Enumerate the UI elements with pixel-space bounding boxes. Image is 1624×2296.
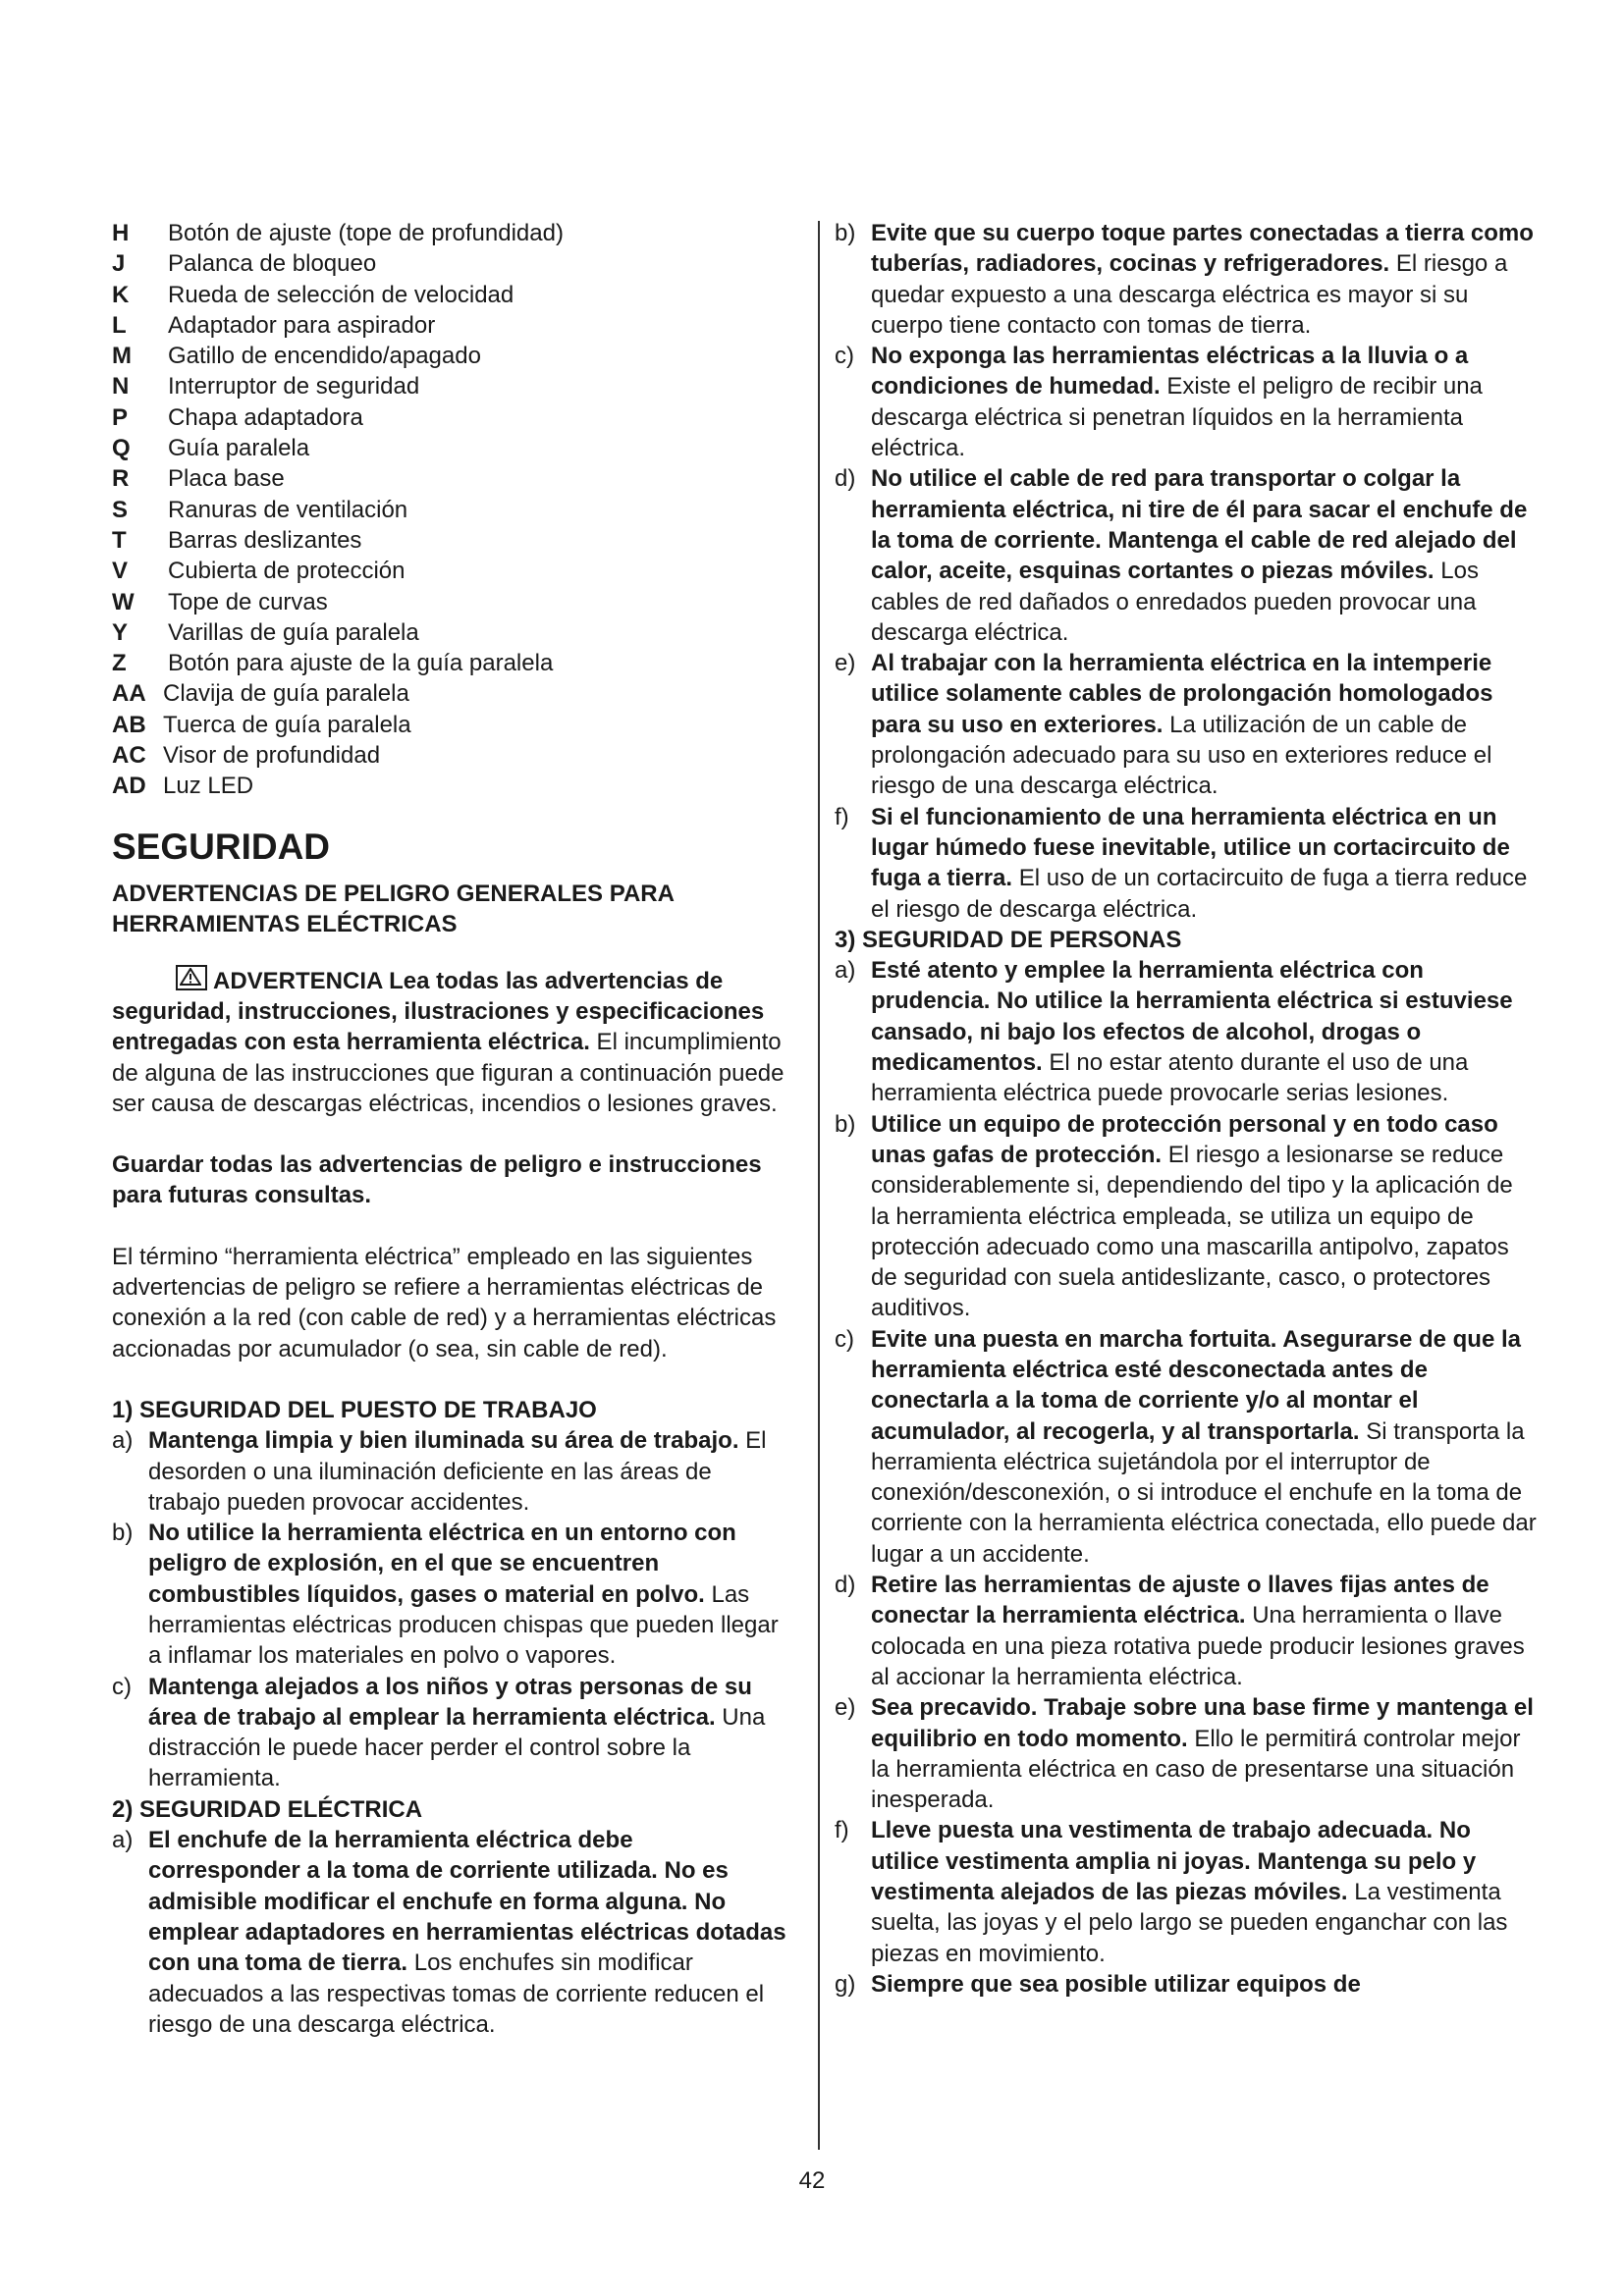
item-bold-text: Evite una puesta en marcha fortuita. Asegurarse de que la herramienta eléctrica esté desconectada antes de conectarla a la toma de corriente y/o al montar el acumulador, al recogerla, y al transportarla. <box>871 1325 1521 1445</box>
item-label: b) <box>112 1520 134 1547</box>
section-subheading: ADVERTENCIAS DE PELIGRO GENERALES PARA HERRAMIENTAS ELÉCTRICAS <box>112 880 675 937</box>
parts-description: Varillas de guía paralela <box>168 618 419 646</box>
parts-list-item <box>112 740 789 771</box>
parts-list-item <box>112 587 789 617</box>
item-text <box>871 341 1537 463</box>
page-number: 42 <box>798 2167 826 2194</box>
parts-list-item <box>112 617 789 648</box>
parts-list-item <box>112 710 789 740</box>
warning-text: El incumplimiento de alguna de las instrucciones que figuran a continuación puede ser causa de descargas eléctricas, incendios o lesiones graves. <box>112 1029 785 1117</box>
item-label: b) <box>835 220 856 246</box>
item-bold-text: Lleve puesta una vestimenta de trabajo adecuada. No utilice vestimenta amplia ni joyas. Mantenga su pelo y vestimenta alejados de las piezas móviles. <box>871 1817 1477 1906</box>
item-text <box>148 1672 789 1794</box>
section-3-title: 3) SEGURIDAD DE PERSONAS <box>835 926 1182 953</box>
warning-bold-text: ADVERTENCIA Lea todas las advertencias de seguridad, instrucciones, ilustraciones y especificaciones entregadas con esta herramienta eléctrica. <box>112 967 765 1056</box>
item-normal-text: Una herramienta o llave colocada en una pieza rotativa puede producir lesiones graves al accionar la herramienta eléctrica. <box>871 1602 1525 1690</box>
item-text <box>871 1692 1537 1815</box>
parts-description: Placa base <box>168 465 285 493</box>
parts-letter: S <box>112 496 129 523</box>
safety-item <box>835 1324 1537 1570</box>
parts-list-item <box>112 341 789 371</box>
item-normal-text: Existe el peligro de recibir una descarga eléctrica si penetran líquidos en la herramienta eléctrica. <box>871 373 1483 462</box>
warning-paragraph <box>112 965 789 1119</box>
parts-letter: AD <box>112 773 146 800</box>
item-text <box>871 1324 1537 1570</box>
safety-item <box>112 1672 789 1794</box>
parts-description: Botón de ajuste (tope de profundidad) <box>168 220 564 246</box>
parts-list-item <box>112 648 789 678</box>
item-normal-text: Ello le permitirá controlar mejor la herramienta eléctrica en caso de presentarse una situación inesperada. <box>871 1725 1521 1814</box>
safety-item <box>835 218 1537 341</box>
parts-letter: Q <box>112 435 131 462</box>
parts-list <box>112 218 789 802</box>
parts-letter: W <box>112 588 135 615</box>
safety-item <box>835 1969 1537 2000</box>
item-normal-text: El riesgo a lesionarse se reduce considerablemente si, dependiendo del tipo y la aplicación de la herramienta eléctrica empleada, se utiliza un equipo de protección adecuado como una mascarilla antipolvo, zapatos de seguridad con suela antideslizante, casco, o protectores auditivos. <box>871 1141 1513 1322</box>
parts-description: Botón para ajuste de la guía paralela <box>168 650 554 677</box>
section-heading: SEGURIDAD <box>112 826 331 867</box>
item-label: d) <box>835 1572 856 1599</box>
safety-item <box>835 1692 1537 1815</box>
parts-description: Rueda de selección de velocidad <box>168 281 514 308</box>
item-text <box>871 218 1537 341</box>
section-2-items-left <box>112 1825 789 2040</box>
item-bold-text: Utilice un equipo de protección personal y en todo caso unas gafas de protección. <box>871 1110 1498 1168</box>
item-bold-text: Retire las herramientas de ajuste o llaves fijas antes de conectar la herramienta eléctrica. <box>871 1572 1489 1629</box>
safety-item <box>835 1570 1537 1692</box>
item-bold-text: Al trabajar con la herramienta eléctrica en la intemperie utilice solamente cables de prolongación homologados para su uso en exteriores. <box>871 650 1493 738</box>
parts-description: Adaptador para aspirador <box>168 311 436 339</box>
item-bold-text: No utilice el cable de red para transportar o colgar la herramienta eléctrica, ni tire de él para sacar el enchufe de la toma de corriente. Mantenga el cable de red alejado del calor, aceite, esquinas cortantes o piezas móviles. <box>871 465 1528 585</box>
parts-letter: R <box>112 465 130 493</box>
safety-item <box>112 1518 789 1671</box>
parts-list-item <box>112 402 789 433</box>
parts-description: Cubierta de protección <box>168 558 406 585</box>
parts-list-item <box>112 371 789 401</box>
item-normal-text: El no estar atento durante el uso de una herramienta eléctrica puede provocarle serias lesiones. <box>871 1049 1469 1107</box>
item-label: b) <box>835 1110 856 1138</box>
parts-description: Barras deslizantes <box>168 526 362 554</box>
item-bold-text: Evite que su cuerpo toque partes conectadas a tierra como tuberías, radiadores, cocinas y refrigeradores. <box>871 220 1534 278</box>
item-label: c) <box>835 1325 854 1353</box>
item-label: c) <box>835 343 854 370</box>
parts-letter: N <box>112 373 130 400</box>
parts-list-item <box>112 218 789 248</box>
parts-description: Tuerca de guía paralela <box>163 711 411 738</box>
item-text <box>871 1969 1537 2000</box>
parts-list-item <box>112 525 789 556</box>
item-normal-text: Una distracción le puede hacer perder el control sobre la herramienta. <box>148 1703 766 1792</box>
parts-letter: K <box>112 281 130 308</box>
parts-letter: H <box>112 220 130 246</box>
term-definition: El término “herramienta eléctrica” empleado en las siguientes advertencias de peligro se refiere a herramientas eléctricas de conexión a la red (con cable de red) y a herramientas eléctricas accionadas por acumulador (o sea, sin cable de red). <box>112 1243 777 1362</box>
item-bold-text: Siempre que sea posible utilizar equipos de <box>871 1970 1361 1998</box>
safety-item <box>112 1825 789 2040</box>
parts-description: Ranuras de ventilación <box>168 496 408 523</box>
item-text <box>871 1570 1537 1692</box>
item-label: g) <box>835 1970 856 1998</box>
section-1-title: 1) SEGURIDAD DEL PUESTO DE TRABAJO <box>112 1396 597 1423</box>
parts-letter: J <box>112 250 126 278</box>
safety-item <box>112 1425 789 1518</box>
safety-item <box>835 1815 1537 1968</box>
item-normal-text: El desorden o una iluminación deficiente en las áreas de trabajo pueden provocar accidentes. <box>148 1427 767 1516</box>
item-normal-text: Los cables de red dañados o enredados pueden provocar una descarga eléctrica. <box>871 558 1479 646</box>
parts-list-item <box>112 771 789 801</box>
item-text <box>871 1109 1537 1324</box>
parts-letter: Z <box>112 650 127 677</box>
parts-letter: L <box>112 311 127 339</box>
parts-letter: Y <box>112 618 129 646</box>
item-label: d) <box>835 465 856 493</box>
parts-letter: M <box>112 343 132 370</box>
item-label: c) <box>112 1673 132 1700</box>
item-text <box>871 463 1537 648</box>
save-instructions-note: Guardar todas las advertencias de peligro e instrucciones para futuras consultas. <box>112 1151 762 1209</box>
item-normal-text: La vestimenta suelta, las joyas y el pelo largo se pueden enganchar con las piezas en movimiento. <box>871 1879 1508 1967</box>
item-bold-text: Mantenga alejados a los niños y otras personas de su área de trabajo al emplear la herramienta eléctrica. <box>148 1673 752 1731</box>
parts-description: Chapa adaptadora <box>168 403 363 431</box>
item-label: e) <box>835 650 856 677</box>
item-bold-text: Esté atento y emplee la herramienta eléctrica con prudencia. No utilice la herramienta eléctrica si estuviese cansado, ni bajo los efectos de alcohol, drogas o medicamentos. <box>871 957 1513 1077</box>
parts-letter: AC <box>112 742 146 770</box>
warning-triangle-icon <box>176 965 207 990</box>
safety-item <box>835 341 1537 463</box>
safety-item <box>835 1109 1537 1324</box>
item-normal-text: El riesgo a quedar expuesto a una descarga eléctrica es mayor si su cuerpo tiene contacto con tomas de tierra. <box>871 250 1508 339</box>
section-2-title: 2) SEGURIDAD ELÉCTRICA <box>112 1795 423 1823</box>
section-3-items <box>835 955 1537 2000</box>
column-divider <box>818 221 820 2150</box>
item-text <box>871 802 1537 925</box>
item-text <box>871 1815 1537 1968</box>
parts-description: Gatillo de encendido/apagado <box>168 343 481 370</box>
parts-letter: V <box>112 558 129 585</box>
item-text <box>871 955 1537 1108</box>
item-bold-text: No exponga las herramientas eléctricas a la lluvia o a condiciones de humedad. <box>871 343 1469 400</box>
item-text <box>148 1825 789 2040</box>
item-label: f) <box>835 803 849 830</box>
safety-item <box>835 648 1537 801</box>
item-bold-text: El enchufe de la herramienta eléctrica debe corresponder a la toma de corriente utilizada. No es admisible modificar el enchufe en forma alguna. No emplear adaptadores en herramientas eléctricas dotadas con una toma de tierra. <box>148 1827 786 1977</box>
section-1-items <box>112 1425 789 1794</box>
parts-description: Luz LED <box>163 773 254 800</box>
parts-list-item <box>112 556 789 586</box>
safety-item <box>835 802 1537 925</box>
item-normal-text: Los enchufes sin modificar adecuados a las respectivas tomas de corriente reducen el riesgo de una descarga eléctrica. <box>148 1949 765 2038</box>
item-bold-text: No utilice la herramienta eléctrica en un entorno con peligro de explosión, en el que se encuentren combustibles líquidos, gases o material en polvo. <box>148 1520 736 1608</box>
parts-description: Interruptor de seguridad <box>168 373 420 400</box>
parts-description: Clavija de guía paralela <box>163 680 409 708</box>
item-label: a) <box>112 1827 134 1854</box>
parts-description: Tope de curvas <box>168 588 328 615</box>
item-label: a) <box>112 1427 134 1455</box>
item-normal-text: El uso de un cortacircuito de fuga a tierra reduce el riesgo de descarga eléctrica. <box>871 865 1528 923</box>
section-2-items-right <box>835 218 1537 925</box>
item-label: a) <box>835 957 856 985</box>
item-bold-text: Si el funcionamiento de una herramienta eléctrica en un lugar húmedo fuese inevitable, utilice un cortacircuito de fuga a tierra. <box>871 803 1510 892</box>
safety-item <box>835 463 1537 648</box>
parts-list-item <box>112 495 789 525</box>
item-bold-text: Mantenga limpia y bien iluminada su área de trabajo. <box>148 1427 739 1455</box>
parts-description: Visor de profundidad <box>163 742 381 770</box>
parts-description: Palanca de bloqueo <box>168 250 377 278</box>
item-normal-text: La utilización de un cable de prolongación adecuado para su uso en exteriores reduce el riesgo de una descarga eléctrica. <box>871 711 1492 800</box>
left-column <box>112 218 789 2040</box>
parts-list-item <box>112 280 789 310</box>
item-normal-text: Las herramientas eléctricas producen chispas que pueden llegar a inflamar los materiales en polvo o vapores. <box>148 1580 779 1670</box>
parts-list-item <box>112 248 789 279</box>
safety-item <box>835 955 1537 1108</box>
item-text <box>871 648 1537 801</box>
right-column <box>835 218 1537 2000</box>
parts-letter: P <box>112 403 129 431</box>
item-bold-text: Sea precavido. Trabaje sobre una base firme y mantenga el equilibrio en todo momento. <box>871 1694 1534 1752</box>
item-normal-text: Si transporta la herramienta eléctrica sujetándola por el interruptor de conexión/desconexión, o si introduce el enchufe en la toma de corriente con la herramienta eléctrica conectada, ello puede dar lugar a un accidente. <box>871 1417 1537 1568</box>
item-text <box>148 1425 789 1518</box>
parts-list-item <box>112 678 789 709</box>
parts-letter: AA <box>112 680 146 708</box>
parts-list-item <box>112 463 789 494</box>
item-label: e) <box>835 1694 856 1722</box>
item-label: f) <box>835 1817 849 1844</box>
parts-letter: T <box>112 526 127 554</box>
item-text <box>148 1518 789 1671</box>
parts-letter: AB <box>112 711 146 738</box>
parts-description: Guía paralela <box>168 435 310 462</box>
parts-list-item <box>112 310 789 341</box>
parts-list-item <box>112 433 789 463</box>
